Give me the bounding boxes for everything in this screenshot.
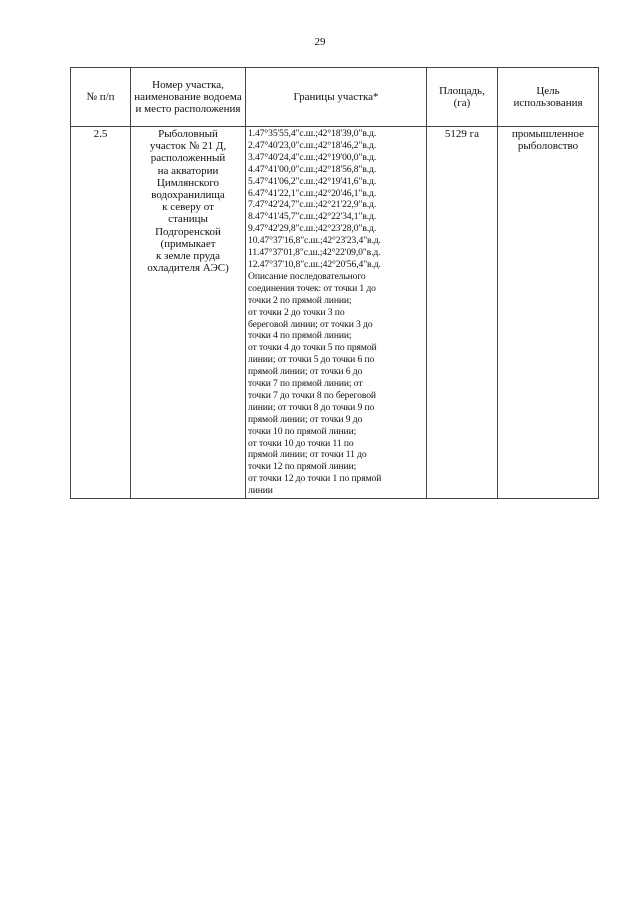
- table-header-row: [71, 68, 599, 127]
- description-line: линии: [248, 485, 273, 497]
- plot-name-line: (примыкает: [160, 237, 216, 250]
- coordinate-point: 1.47°35'55,4"с.ш.;42°18'39,0"в.д.: [248, 128, 377, 139]
- coordinate-point: 9.47°42'29,8"с.ш.;42°23'28,0"в.д.: [248, 223, 377, 235]
- description-line: точки 4 по прямой линии;: [248, 330, 352, 342]
- plot-name-line: расположенный: [150, 152, 226, 165]
- header-bounds: Границы участка*: [246, 68, 427, 127]
- header-num: № п/п: [71, 68, 131, 127]
- plot-name-line: станицы: [168, 213, 208, 226]
- row-num: 2.5: [71, 127, 131, 499]
- plot-name-line: Рыболовный: [158, 128, 218, 140]
- coordinate-point: 8.47°41'45,7"с.ш.;42°22'34,1"в.д.: [248, 211, 377, 223]
- description-line: точки 10 по прямой линии;: [248, 425, 357, 437]
- plot-name-line: водохранилища: [151, 189, 225, 202]
- description-line: точки 7 по прямой линии; от: [248, 378, 363, 390]
- page-number: 29: [314, 36, 326, 48]
- description-line: точки 12 по прямой линии;: [248, 461, 357, 473]
- description-line: точки 2 по прямой линии;: [248, 294, 352, 306]
- plot-name-line: на акватории: [157, 164, 219, 177]
- plot-purpose: промышленное рыболовство: [498, 127, 599, 499]
- coordinate-point: 4.47°41'00,0"с.ш.;42°18'56,8"в.д.: [248, 163, 377, 175]
- coordinate-point: 7.47°42'24,7"с.ш.;42°21'22,9"в.д.: [248, 199, 377, 211]
- description-line: прямой линии; от точки 6 до: [248, 366, 363, 378]
- plot-area: 5129 га: [427, 127, 498, 499]
- coordinate-point: 10.47°37'16,8"с.ш.;42°23'23,4"в.д.: [248, 235, 381, 247]
- header-purpose: Цель использования: [498, 68, 599, 127]
- description-line: Описание последовательного: [248, 270, 366, 282]
- coordinate-point: 2.47°40'23,0"с.ш.;42°18'46,2"в.д.: [248, 139, 377, 151]
- description-line: линии; от точки 5 до точки 6 по: [248, 354, 375, 366]
- description-line: точки 7 до точки 8 по береговой: [248, 389, 376, 401]
- plot-name-line: участок № 21 Д,: [149, 140, 227, 153]
- plot-boundaries: [246, 127, 427, 499]
- description-line: от точки 2 до точки 3 по: [248, 306, 345, 318]
- coordinate-point: 5.47°41'06,2"с.ш.;42°19'41,6"в.д.: [248, 175, 377, 187]
- description-line: прямой линии; от точки 11 до: [248, 449, 367, 461]
- description-line: соединения точек: от точки 1 до: [248, 282, 376, 294]
- table-row: [71, 127, 599, 499]
- fishing-plots-table: [70, 67, 599, 499]
- plot-name-line: к северу от: [162, 201, 214, 214]
- description-line: от точки 4 до точки 5 по прямой: [248, 342, 377, 354]
- header-name: Номер участка, наименование водоема и место расположения: [131, 68, 246, 127]
- coordinate-point: 12.47°37'10,8"с.ш.;42°20'56,4"в.д.: [248, 258, 381, 270]
- description-line: береговой линии; от точки 3 до: [248, 318, 373, 330]
- coordinate-point: 6.47°41'22,1"с.ш.;42°20'46,1"в.д.: [248, 187, 377, 199]
- coordinate-point: 11.47°37'01,8"с.ш.;42°22'09,0"в.д.: [248, 247, 381, 259]
- plot-name-line: Цимлянского: [156, 176, 220, 189]
- description-line: прямой линии; от точки 9 до: [248, 413, 363, 425]
- plot-name: [131, 127, 246, 499]
- plot-name-line: к земле пруда: [156, 250, 220, 263]
- description-line: линии; от точки 8 до точки 9 по: [248, 401, 375, 413]
- plot-name-line: Подгоренской: [155, 225, 221, 238]
- coordinate-point: 3.47°40'24,4"с.ш.;42°19'00,0"в.д.: [248, 151, 377, 163]
- description-line: от точки 12 до точки 1 по прямой: [248, 473, 382, 485]
- description-line: от точки 10 до точки 11 по: [248, 437, 354, 449]
- plot-name-line: охладителя АЭС): [147, 262, 229, 275]
- header-area: Площадь, (га): [427, 68, 498, 127]
